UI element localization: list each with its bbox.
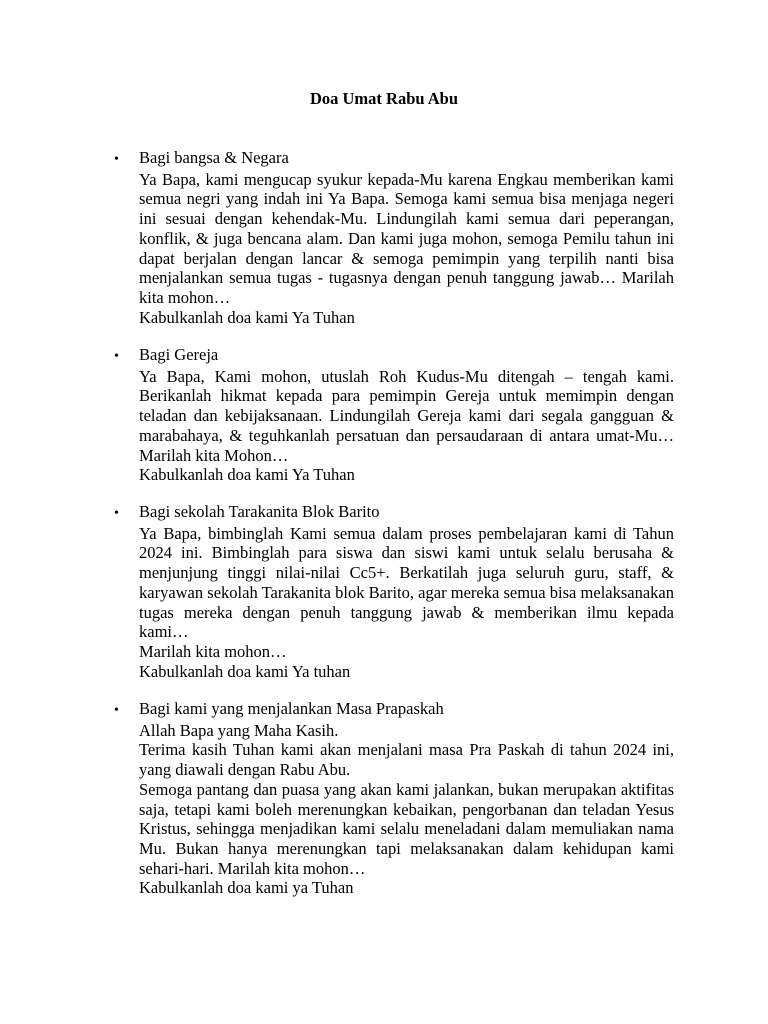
- section-closing: Kabulkanlah doa kami Ya tuhan: [139, 661, 351, 681]
- section-body: [139, 721, 674, 879]
- section-closing: Kabulkanlah doa kami Ya Tuhan: [139, 465, 355, 485]
- bullet-icon: •: [114, 703, 119, 718]
- section-closing: Kabulkanlah doa kami Ya Tuhan: [139, 307, 355, 327]
- section-paragraph: Ya Bapa, bimbinglah Kami semua dalam proses pembelajaran kami di Tahun 2024 ini. Bimbinglah para siswa dan siswi kami untuk selalu berusaha & menjunjung tinggi nilai-nilai Cc5+. Berkatilah juga seluruh guru, staff, & karyawan sekolah Tarakanita blok Barito, agar mereka semua bisa melaksanakan tugas mereka dengan penuh tanggung jawab & memberikan ilmu kepada kami…: [139, 523, 674, 642]
- section-heading-row: [114, 699, 674, 721]
- section-paragraph: Marilah kita mohon…: [139, 641, 287, 661]
- section-heading: Bagi sekolah Tarakanita Blok Barito: [139, 502, 380, 521]
- prayer-section-lent: [114, 699, 674, 898]
- bullet-icon: •: [114, 152, 119, 167]
- section-body: [139, 170, 674, 308]
- section-closing: Kabulkanlah doa kami ya Tuhan: [139, 878, 354, 898]
- section-paragraph: Semoga pantang dan puasa yang akan kami jalankan, bukan merupakan aktifitas saja, tetapi kami boleh merenungkan kebaikan, pengorbanan dan teladan Yesus Kristus, sehingga menjadikan kami selalu meneladani dalam memuliakan nama Mu. Bukan hanya merenungkan tapi melaksanakan dalam kehidupan kami sehari-hari. Marilah kita mohon…: [139, 779, 674, 878]
- prayer-section-church: [114, 345, 674, 485]
- prayer-section-nation: [114, 148, 674, 327]
- section-body: [139, 367, 674, 466]
- section-paragraph: Terima kasih Tuhan kami akan menjalani masa Pra Paskah di tahun 2024 ini, yang diawali dengan Rabu Abu.: [139, 740, 674, 780]
- prayer-section-school: [114, 502, 674, 681]
- section-heading-row: [114, 345, 674, 367]
- section-heading: Bagi Gereja: [139, 345, 219, 364]
- section-paragraph: Ya Bapa, Kami mohon, utuslah Roh Kudus-Mu ditengah – tengah kami. Berikanlah hikmat kepada para pemimpin Gereja untuk memimpin dengan teladan dan kebijaksanaan. Lindungilah Gereja kami dari segala gangguan & marabahaya, & teguhkanlah persatuan dan persaudaraan di antara umat-Mu…Marilah kita Mohon…: [139, 366, 674, 465]
- section-paragraph: Allah Bapa yang Maha Kasih.: [139, 720, 339, 740]
- bullet-icon: •: [114, 349, 119, 364]
- document-title: Doa Umat Rabu Abu: [309, 89, 459, 108]
- section-heading-row: [114, 502, 674, 524]
- section-paragraph: Ya Bapa, kami mengucap syukur kepada-Mu karena Engkau memberikan kami semua negri yang indah ini Ya Bapa. Semoga kami semua bisa menjaga negeri ini sesuai dengan kehendak-Mu. Lindungilah kami semua dari peperangan, konflik, & juga bencana alam. Dan kami juga mohon, semoga Pemilu tahun ini dapat berjalan dengan lancar & semoga pemimpin yang terpilih nanti bisa menjalankan semua tugas - tugasnya dengan penuh tanggung jawab… Marilah kita mohon…: [139, 169, 674, 307]
- section-heading: Bagi bangsa & Negara: [139, 148, 289, 167]
- section-body: [139, 524, 674, 662]
- section-heading-row: [114, 148, 674, 170]
- section-heading: Bagi kami yang menjalankan Masa Prapaskah: [139, 699, 444, 718]
- bullet-icon: •: [114, 506, 119, 521]
